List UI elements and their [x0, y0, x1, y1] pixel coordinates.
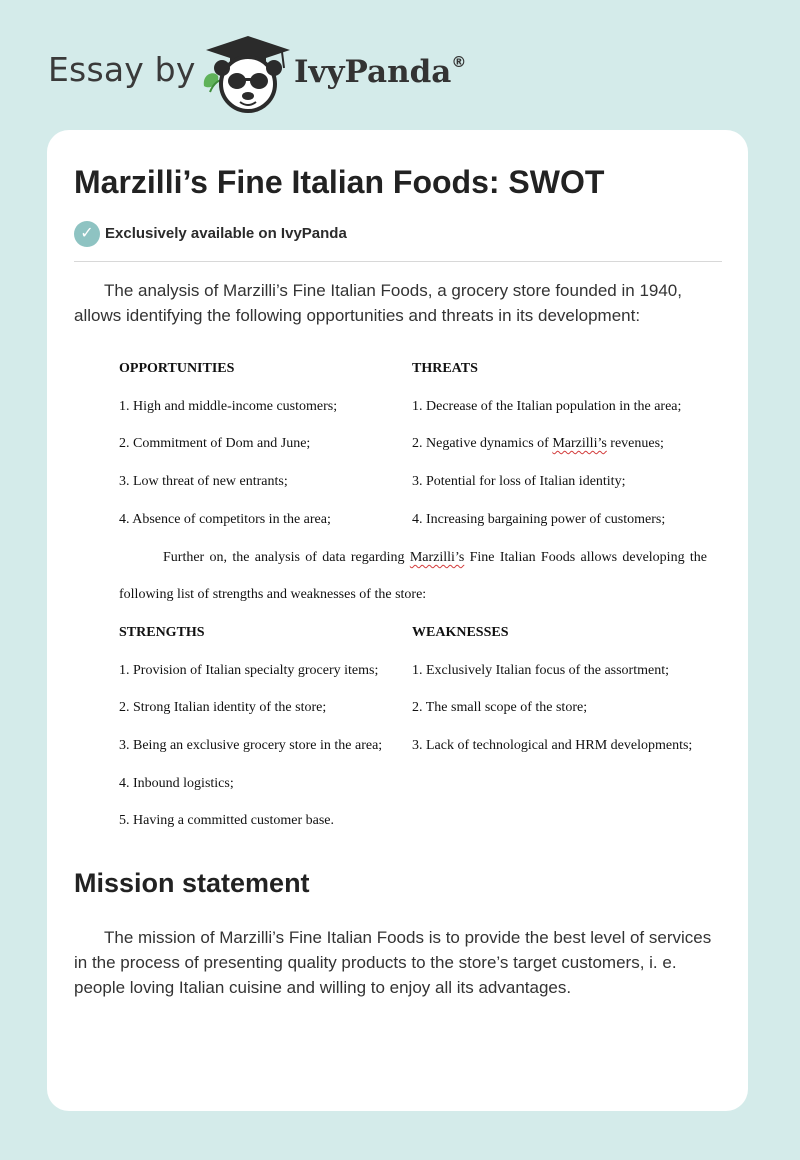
doc-paragraph-line	[163, 550, 707, 566]
table-header	[119, 625, 729, 645]
header-strengths: STRENGTHS	[119, 625, 205, 640]
strength-item: 3. Being an exclusive grocery store in the area;	[119, 738, 383, 753]
table-row	[119, 738, 729, 758]
section-heading: Mission statement	[74, 868, 310, 898]
threat-item: 4. Increasing bargaining power of customers;	[412, 512, 666, 527]
spellcheck-word: Marzilli’s	[409, 550, 465, 565]
weakness-item: 2. The small scope of the store;	[412, 700, 588, 715]
table-row	[119, 813, 729, 833]
doc-text: following list of strengths and weaknesses of the store:	[119, 587, 427, 602]
strength-item: 5. Having a committed customer base.	[119, 813, 334, 828]
threat-item: 1. Decrease of the Italian population in the area;	[412, 399, 682, 414]
doc-text: Further on, the analysis of data regarding	[163, 550, 405, 565]
badge-text: Exclusively available on IvyPanda	[105, 225, 347, 242]
table-row	[119, 436, 729, 456]
opportunity-item: 1. High and middle-income customers;	[119, 399, 338, 414]
spellcheck-word: Marzilli’s	[552, 436, 607, 451]
strength-item: 4. Inbound logistics;	[119, 776, 234, 791]
table-row	[119, 663, 729, 683]
table-row	[119, 776, 729, 796]
threat-item: 3. Potential for loss of Italian identity;	[412, 474, 626, 489]
weakness-item: 3. Lack of technological and HRM developments;	[412, 738, 693, 753]
table-header	[119, 361, 729, 381]
brand-name	[294, 54, 466, 90]
header-threats: THREATS	[412, 361, 478, 376]
doc-text: Fine Italian Foods allows developing the	[469, 550, 707, 565]
divider	[74, 261, 722, 262]
mission-paragraph: The mission of Marzilli’s Fine Italian Foods is to provide the best level of services in the process of presenting quality products to the store’s target customers, i. e. people loving Italian cuisine and willing to enjoy all its advantages.	[74, 928, 712, 997]
essay-card	[47, 130, 748, 1111]
strength-item: 1. Provision of Italian specialty grocery items;	[119, 663, 379, 678]
table-row	[119, 474, 729, 494]
brand-header[interactable]	[48, 30, 468, 120]
panda-graduation-cap-icon	[200, 34, 296, 114]
intro-paragraph: The analysis of Marzilli’s Fine Italian Foods, a grocery store founded in 1940, allows identifying the following opportunities and threats in its development:	[74, 281, 682, 325]
table-row	[119, 399, 729, 419]
threat-item: 2. Negative dynamics of Marzilli’s revenues;	[412, 436, 664, 451]
opportunity-item: 4. Absence of competitors in the area;	[119, 512, 331, 527]
weakness-item: 1. Exclusively Italian focus of the assortment;	[412, 663, 669, 678]
opportunity-item: 3. Low threat of new entrants;	[119, 474, 288, 489]
header-weaknesses: WEAKNESSES	[412, 625, 509, 640]
registered-mark: ®	[451, 52, 467, 71]
table-row	[119, 512, 729, 532]
opportunity-item: 2. Commitment of Dom and June;	[119, 436, 311, 451]
page-title: Marzilli’s Fine Italian Foods: SWOT	[74, 164, 605, 200]
header-opportunities: OPPORTUNITIES	[119, 361, 235, 376]
strength-item: 2. Strong Italian identity of the store;	[119, 700, 327, 715]
doc-paragraph-line	[119, 587, 729, 607]
brand-prefix: Essay by	[48, 50, 196, 89]
check-circle-icon: ✓	[74, 221, 100, 247]
brand-name-text: IvyPanda	[294, 54, 452, 90]
table-row	[119, 700, 729, 720]
